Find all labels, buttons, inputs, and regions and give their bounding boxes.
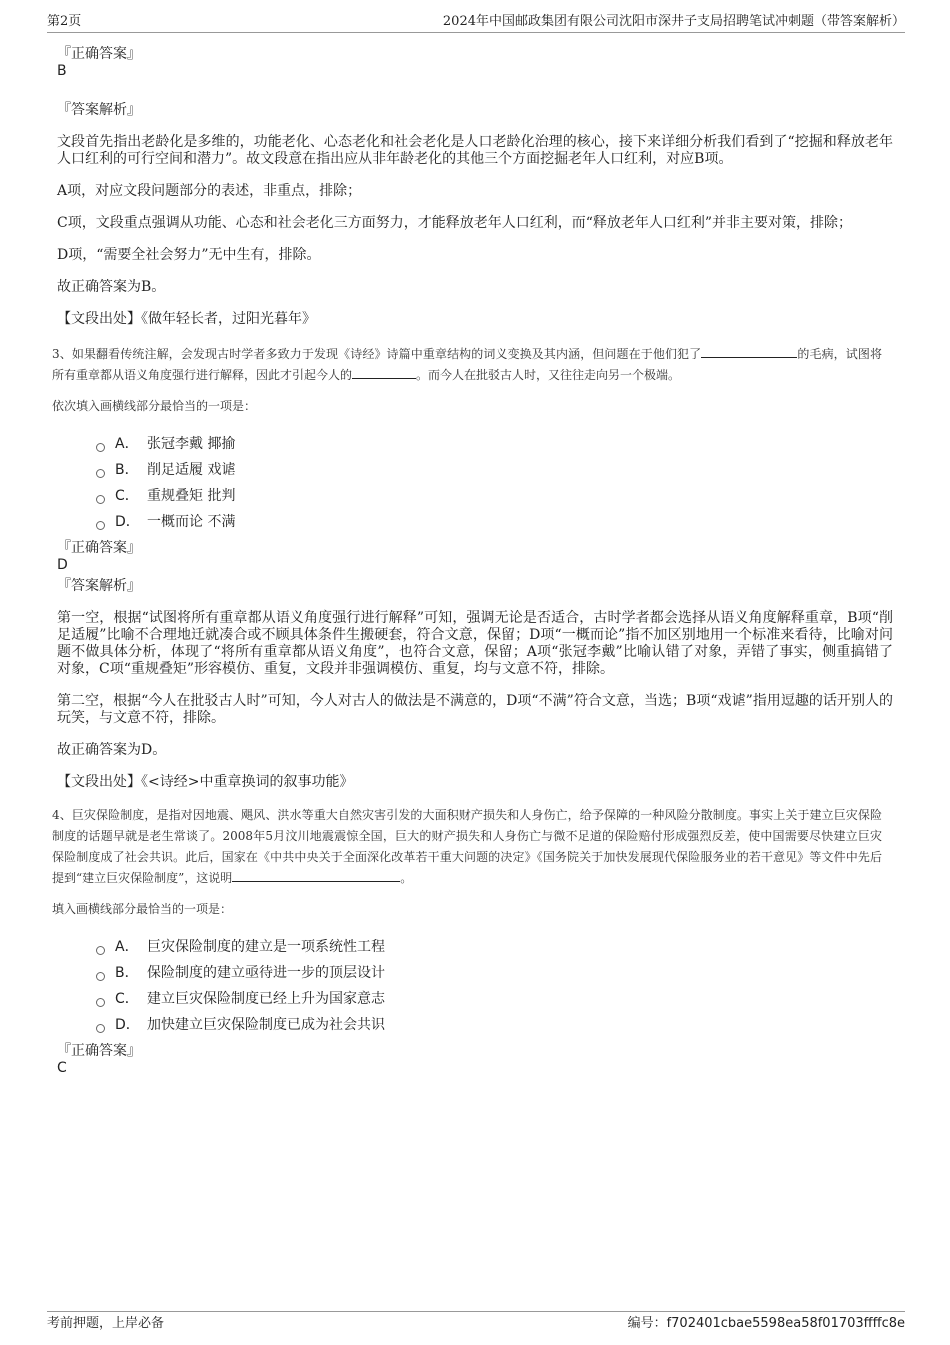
option-letter: B． xyxy=(115,462,139,478)
option-a[interactable] xyxy=(96,431,893,457)
option-text: 张冠李戴 揶揄 xyxy=(147,436,236,452)
fill-blank xyxy=(232,868,400,882)
radio-icon[interactable] xyxy=(96,521,105,530)
answer-label: 『正确答案』 xyxy=(57,46,141,62)
analysis-paragraph: 第二空，根据“今人在批驳古人时”可知，今人对古人的做法是不满意的，D项“不满”符合文意，当选；B项“戏谑”指用逗趣的话开别人的玩笑，与文意不符，排除。 xyxy=(57,693,893,726)
question-3-text xyxy=(52,344,882,386)
option-letter: A． xyxy=(115,939,139,955)
source-citation: 【文段出处】《<诗经>中重章换词的叙事功能》 xyxy=(57,774,354,790)
option-text: 保险制度的建立亟待进一步的顶层设计 xyxy=(147,965,385,981)
option-letter: C． xyxy=(115,991,139,1007)
option-text: 加快建立巨灾保险制度已成为社会共识 xyxy=(147,1017,385,1033)
question-text-part: 3、如果翻看传统注解，会发现古时学者多致力于发现《诗经》诗篇中重章结构的词义变换及其内涵，但问题在于他们犯了 xyxy=(52,347,702,361)
question-text-part: 。而今人在批驳古人时，又往往走向另一个极端。 xyxy=(416,368,681,382)
question-instruction: 依次填入画横线部分最恰当的一项是： xyxy=(52,399,257,413)
code-value: f702401cbae5598ea58f01703ffffc8e xyxy=(666,1316,905,1331)
footer-slogan: 考前押题，上岸必备 xyxy=(47,1316,165,1331)
question-text-part: 的毛病，试图将所有重章都从语义角度强行进行解释，因此才引起今人的 xyxy=(52,347,882,382)
answer-label: 『正确答案』 xyxy=(57,540,141,556)
radio-icon[interactable] xyxy=(96,946,105,955)
page-number: 第2页 xyxy=(47,14,82,29)
analysis-paragraph: 故正确答案为B。 xyxy=(57,279,166,295)
answer-label: 『正确答案』 xyxy=(57,1043,141,1059)
analysis-paragraph: 文段首先指出老龄化是多维的，功能老化、心态老化和社会老化是人口老龄化治理的核心，接下来详细分析我们看到了“挖掘和释放老年人口红利的可行空间和潜力”。故文段意在指出应从非年龄老化的其他三个方面挖掘老年人口红利，对应B项。 xyxy=(57,134,893,167)
question-text-part: 。 xyxy=(400,871,413,885)
answer-value: C xyxy=(57,1060,67,1076)
option-b[interactable] xyxy=(96,960,893,986)
option-text: 削足适履 戏谑 xyxy=(147,462,236,478)
analysis-label: 『答案解析』 xyxy=(57,102,141,118)
option-b[interactable] xyxy=(96,457,893,483)
page-footer xyxy=(47,1311,905,1336)
option-c[interactable] xyxy=(96,986,893,1012)
option-letter: D． xyxy=(115,1017,140,1033)
radio-icon[interactable] xyxy=(96,1024,105,1033)
options-list xyxy=(57,934,893,1038)
code-label: 编号： xyxy=(627,1316,667,1331)
analysis-paragraph: C项，文段重点强调从功能、心态和社会老化三方面努力，才能释放老年人口红利，而“释放老年人口红利”并非主要对策，排除； xyxy=(57,215,853,231)
option-c[interactable] xyxy=(96,483,893,509)
analysis-paragraph: 故正确答案为D。 xyxy=(57,742,167,758)
option-letter: D． xyxy=(115,514,140,530)
option-letter: A． xyxy=(115,436,139,452)
radio-icon[interactable] xyxy=(96,469,105,478)
analysis-label: 『答案解析』 xyxy=(57,578,141,594)
option-d[interactable] xyxy=(96,1012,893,1038)
source-citation: 【文段出处】《做年轻长者，过阳光暮年》 xyxy=(57,311,316,327)
question-text-part: 4、巨灾保险制度，是指对因地震、飓风、洪水等重大自然灾害引发的大面积财产损失和人身伤亡，给予保障的一种风险分散制度。事实上关于建立巨灾保险制度的话题早就是老生常谈了。2008年5月汶川地震震惊全国，巨大的财产损失和人身伤亡与微不足道的保险赔付形成强烈反差，使中国需要尽快建立巨灾保险制度成了社会共识。此后，国家在《中共中央关于全面深化改革若干重大问题的决定》《国务院关于加快发展现代保险服务业的若干意见》等文件中先后提到“建立巨灾保险制度”，这说明 xyxy=(52,808,882,885)
options-list xyxy=(57,431,893,535)
page-content xyxy=(52,46,893,1077)
option-text: 重规叠矩 批判 xyxy=(147,488,236,504)
page-header xyxy=(47,14,905,33)
radio-icon[interactable] xyxy=(96,443,105,452)
document-title: 2024年中国邮政集团有限公司沈阳市深井子支局招聘笔试冲刺题（带答案解析） xyxy=(442,14,905,29)
option-letter: C． xyxy=(115,488,139,504)
option-a[interactable] xyxy=(96,934,893,960)
analysis-paragraph: A项，对应文段问题部分的表述，非重点，排除； xyxy=(57,183,362,199)
question-4-text xyxy=(52,805,882,889)
fill-blank xyxy=(352,365,416,379)
question-instruction: 填入画横线部分最恰当的一项是： xyxy=(52,902,233,916)
answer-value: B xyxy=(57,63,67,79)
analysis-paragraph: D项，“需要全社会努力”无中生有，排除。 xyxy=(57,247,321,263)
radio-icon[interactable] xyxy=(96,998,105,1007)
fill-blank xyxy=(701,344,797,358)
option-letter: B． xyxy=(115,965,139,981)
option-text: 建立巨灾保险制度已经上升为国家意志 xyxy=(147,991,385,1007)
option-d[interactable] xyxy=(96,509,893,535)
analysis-paragraph: 第一空，根据“试图将所有重章都从语义角度强行进行解释”可知，强调无论是否适合，古时学者都会选择从语义角度解释重章，B项“削足适履”比喻不合理地迁就凑合或不顾具体条件生搬硬套，符合文意，保留；D项“一概而论”指不加区别地用一个标准来看待，比喻对问题不做具体分析，体现了“将所有重章都从语义角度”，也符合文意，保留；A项“张冠李戴”比喻认错了对象，弄错了事实，侧重搞错了对象，C项“重规叠矩”形容模仿、重复，文段并非强调模仿、重复，均与文意不符，排除。 xyxy=(57,610,893,677)
option-text: 巨灾保险制度的建立是一项系统性工程 xyxy=(147,939,385,955)
radio-icon[interactable] xyxy=(96,495,105,504)
answer-value: D xyxy=(57,557,68,573)
radio-icon[interactable] xyxy=(96,972,105,981)
document-code xyxy=(628,1314,905,1334)
option-text: 一概而论 不满 xyxy=(147,514,236,530)
